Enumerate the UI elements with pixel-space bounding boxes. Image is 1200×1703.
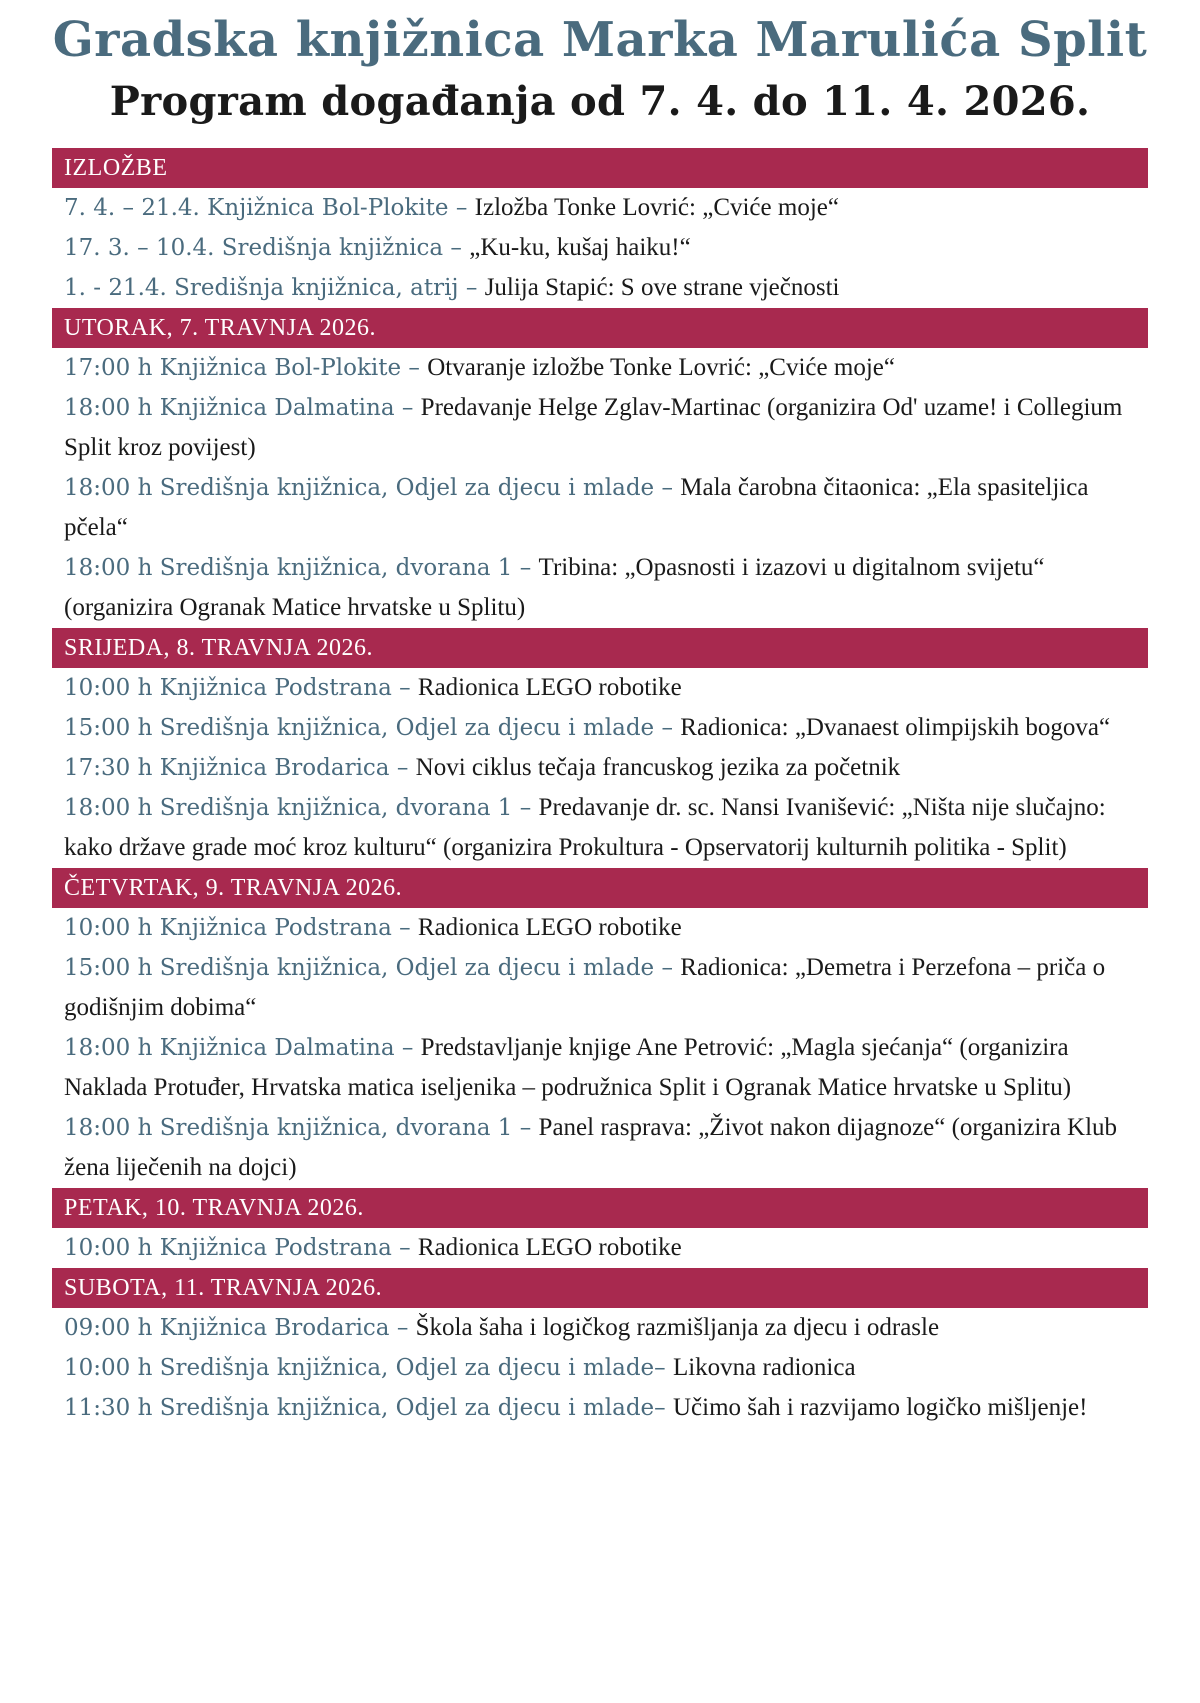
event-time-location: 15:00 h Središnja knjižnica, Odjel za djecu i mlade – (64, 715, 681, 741)
event-description: Panel rasprava: „Život nakon dijagnoze“ (organizira Klub žena liječenih na dojci) (64, 1114, 1118, 1181)
event-entry (52, 268, 1148, 308)
event-time-location: 7. 4. – 21.4. Knjižnica Bol-Plokite – (64, 195, 475, 221)
event-entry (52, 708, 1148, 748)
event-entry (52, 908, 1148, 948)
event-description: Novi ciklus tečaja francuskog jezika za početnik (415, 754, 901, 781)
event-description: Tribina: „Opasnosti i izazovi u digitalnom svijetu“ (organizira Ogranak Matice hrvatske u Splitu) (64, 554, 1045, 621)
event-entry (52, 1348, 1148, 1388)
event-description: Radionica: „Demetra i Perzefona – priča o godišnjim dobima“ (64, 954, 1106, 1021)
event-entry (52, 468, 1148, 548)
event-entry (52, 1228, 1148, 1268)
event-description: Škola šaha i logičkog razmišljanja za djecu i odrasle (415, 1314, 940, 1341)
event-description: Radionica LEGO robotike (417, 914, 682, 941)
event-description: Otvaranje izložbe Tonke Lovrić: „Cviće moje“ (427, 354, 895, 381)
event-entry (52, 388, 1148, 468)
program-subtitle: Program događanja od 7. 4. do 11. 4. 2026. (109, 78, 1091, 125)
section-header: UTORAK, 7. TRAVNJA 2026. (52, 308, 1148, 348)
event-description: Radionica: „Dvanaest olimpijskih bogova“ (680, 714, 1111, 741)
event-description: „Ku-ku, kušaj haiku!“ (469, 234, 691, 261)
event-time-location: 17. 3. – 10.4. Središnja knjižnica – (64, 235, 470, 261)
event-time-location: 18:00 h Središnja knjižnica, dvorana 1 – (64, 1115, 539, 1141)
event-entry (52, 668, 1148, 708)
event-time-location: 11:30 h Središnja knjižnica, Odjel za djecu i mlade– (64, 1395, 673, 1421)
event-entry (52, 228, 1148, 268)
library-title: Gradska knjižnica Marka Marulića Split (52, 12, 1148, 68)
event-time-location: 10:00 h Središnja knjižnica, Odjel za djecu i mlade– (64, 1355, 673, 1381)
event-entry (52, 188, 1148, 228)
event-time-location: 09:00 h Knjižnica Brodarica – (64, 1315, 416, 1341)
event-time-location: 10:00 h Knjižnica Podstrana – (64, 675, 418, 701)
event-time-location: 18:00 h Središnja knjižnica, dvorana 1 – (64, 555, 539, 581)
event-entry (52, 948, 1148, 1028)
event-time-location: 10:00 h Knjižnica Podstrana – (64, 1235, 418, 1261)
event-description: Predstavljanje knjige Ane Petrović: „Magla sjećanja“ (organizira Naklada Protuđer, Hrvatska matica iseljenika – podružnica Split i Ogranak Matice hrvatske u Splitu) (64, 1034, 1072, 1101)
event-time-location: 18:00 h Središnja knjižnica, Odjel za djecu i mlade – (64, 475, 681, 501)
event-description: Mala čarobna čitaonica: „Ela spasiteljica pčela“ (64, 474, 1089, 541)
event-description: Radionica LEGO robotike (417, 674, 682, 701)
event-entry (52, 788, 1148, 868)
event-description: Izložba Tonke Lovrić: „Cviće moje“ (474, 194, 839, 221)
event-entry (52, 1388, 1148, 1428)
section-header: ČETVRTAK, 9. TRAVNJA 2026. (52, 868, 1148, 908)
event-description: Radionica LEGO robotike (417, 1234, 682, 1261)
section-header: SRIJEDA, 8. TRAVNJA 2026. (52, 628, 1148, 668)
event-description: Likovna radionica (672, 1354, 856, 1381)
event-time-location: 18:00 h Središnja knjižnica, dvorana 1 – (64, 795, 539, 821)
section-header: IZLOŽBE (52, 148, 1148, 188)
section-header: PETAK, 10. TRAVNJA 2026. (52, 1188, 1148, 1228)
event-time-location: 18:00 h Knjižnica Dalmatina – (64, 1035, 421, 1061)
event-entry (52, 1308, 1148, 1348)
section-header: SUBOTA, 11. TRAVNJA 2026. (52, 1268, 1148, 1308)
event-description: Učimo šah i razvijamo logičko mišljenje! (672, 1394, 1088, 1421)
event-time-location: 10:00 h Knjižnica Podstrana – (64, 915, 418, 941)
event-entry (52, 1108, 1148, 1188)
event-entry (52, 348, 1148, 388)
event-time-location: 1. - 21.4. Središnja knjižnica, atrij – (64, 275, 485, 301)
event-entry (52, 748, 1148, 788)
page-header (0, 0, 1200, 130)
event-entry (52, 1028, 1148, 1108)
event-time-location: 17:00 h Knjižnica Bol-Plokite – (64, 355, 428, 381)
event-time-location: 17:30 h Knjižnica Brodarica – (64, 755, 416, 781)
event-description: Predavanje Helge Zglav-Martinac (organizira Od' uzame! i Collegium Split kroz povijest) (64, 394, 1123, 461)
event-time-location: 15:00 h Središnja knjižnica, Odjel za djecu i mlade – (64, 955, 681, 981)
program-content (52, 148, 1148, 1428)
event-description: Predavanje dr. sc. Nansi Ivanišević: „Ništa nije slučajno: kako države grade moć kroz kulturu“ (organizira Prokultura - Opservatorij kulturnih politika - Split) (64, 794, 1106, 861)
event-time-location: 18:00 h Knjižnica Dalmatina – (64, 395, 421, 421)
event-entry (52, 548, 1148, 628)
event-description: Julija Stapić: S ove strane vječnosti (484, 274, 840, 301)
